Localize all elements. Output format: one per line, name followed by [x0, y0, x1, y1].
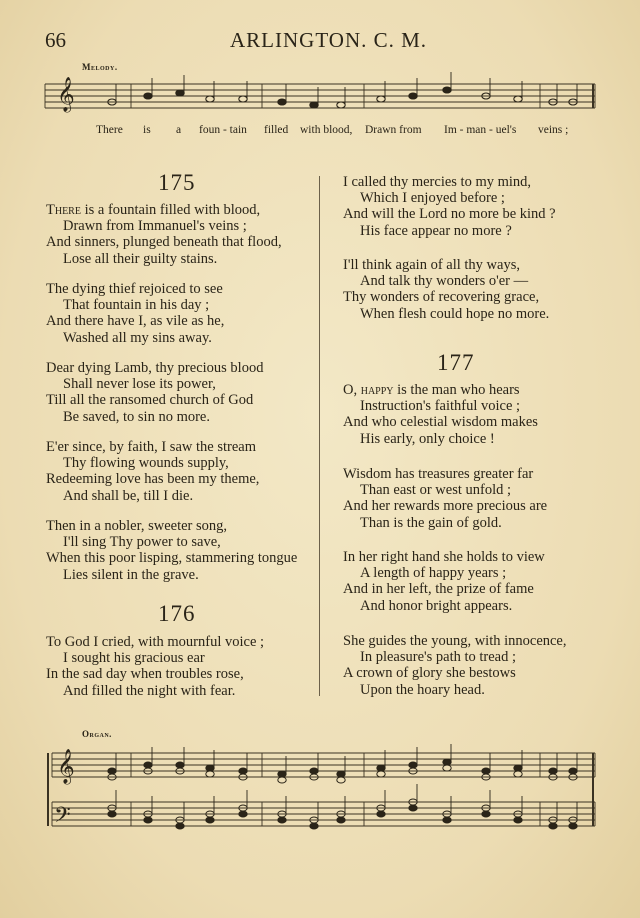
treble-clef-icon: 𝄞: [57, 77, 75, 112]
page-number: 66: [45, 28, 66, 52]
melody-staff: [45, 84, 595, 108]
organ-label: Organ.: [82, 729, 112, 739]
melody-notes: [108, 72, 577, 108]
hymn-number-176: 176: [158, 601, 196, 626]
hymn-176-verse-2: I called thy mercies to my mind, Which I enjoyed before ; And will the Lord no more be kind ? His face appear no more ?: [343, 174, 556, 239]
melody-lyric: veins ;: [538, 124, 569, 136]
melody-lyric: Drawn from: [365, 124, 422, 136]
hymn-177-verse-4: She guides the young, with innocence, In pleasure's path to tread ; A crown of glory she bestows Upon the hoary head.: [343, 633, 567, 698]
hymn-177-verse-1: O, happy is the man who hears Instruction's faithful voice ; And who celestial wisdom makes His early, only choice !: [343, 382, 538, 447]
melody-lyric: a: [176, 124, 182, 136]
melody-lyric: filled: [264, 124, 289, 136]
column-divider: [319, 176, 320, 696]
hymn-177-verse-2: Wisdom has treasures greater far Than east or west unfold ; And her rewards more precious are Than is the gain of gold.: [343, 466, 548, 531]
hymn-175-verse-5: Then in a nobler, sweeter song, I'll sing Thy power to save, When this poor lisping, stammering tongue Lies silent in the grave.: [46, 518, 298, 583]
hymn-number-177: 177: [437, 350, 475, 375]
hymn-175-verse-2: The dying thief rejoiced to see That fountain in his day ; And there have I, as vile as he, Washed all my sins away.: [46, 281, 225, 346]
melody-lyric: with blood,: [300, 124, 353, 136]
organ-staff: [48, 753, 595, 826]
treble-clef-icon: 𝄞: [57, 749, 75, 784]
melody-lyric: There: [96, 124, 123, 136]
tune-title: ARLINGTON. C. M.: [230, 28, 428, 52]
melody-label: Melody.: [82, 62, 118, 72]
hymn-176-verse-1: To God I cried, with mournful voice ; I sought his gracious ear In the sad day when troubles rose, And filled the night with fear.: [46, 634, 265, 699]
melody-lyric: is: [143, 124, 151, 136]
hymn-177-verse-3: In her right hand she holds to view A length of happy years ; And in her left, the prize of fame And honor bright appears.: [343, 549, 545, 614]
melody-lyric: Im - man - uel's: [444, 124, 517, 136]
hymn-175-verse-4: E'er since, by faith, I saw the stream Thy flowing wounds supply, Redeeming love has been my theme, And shall be, till I die.: [46, 439, 260, 504]
hymn-176-verse-3: I'll think again of all thy ways, And talk thy wonders o'er — Thy wonders of recovering grace, When flesh could hope no more.: [343, 257, 550, 322]
hymn-175-verse-3: Dear dying Lamb, thy precious blood Shall never lose its power, Till all the ransomed church of God Be saved, to sin no more.: [46, 360, 264, 425]
hymn-number-175: 175: [158, 170, 196, 195]
bass-clef-icon: 𝄢: [54, 803, 71, 833]
hymn-175-verse-1: There is a fountain filled with blood, Drawn from Immanuel's veins ; And sinners, plunged beneath that flood, Lose all their guilty stains.: [46, 202, 282, 267]
organ-notes: [108, 744, 577, 829]
melody-lyric: foun - tain: [199, 124, 247, 136]
